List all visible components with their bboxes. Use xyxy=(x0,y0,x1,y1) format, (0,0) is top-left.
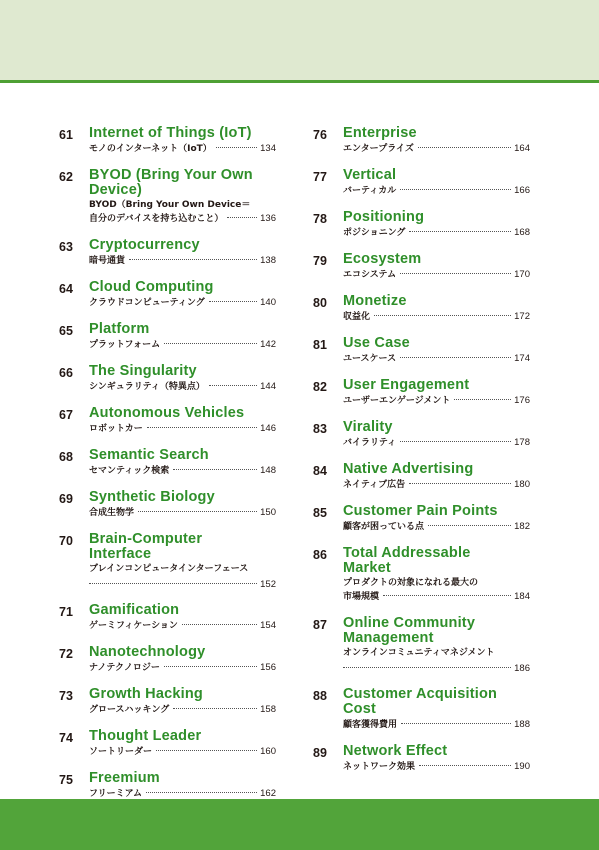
dot-leader xyxy=(209,385,257,386)
toc-entry[interactable] xyxy=(313,336,530,366)
page-number: 184 xyxy=(514,591,530,602)
entry-subtitle: モノのインターネット（IoT） xyxy=(89,144,212,154)
entry-subtitle: クラウドコンピューティング xyxy=(89,298,205,308)
entry-subtitle-row xyxy=(343,268,530,282)
dot-leader xyxy=(89,583,257,584)
entry-title: Monetize xyxy=(343,293,407,309)
toc-entry[interactable] xyxy=(313,294,530,324)
toc-entry[interactable] xyxy=(59,603,276,633)
page-number: 168 xyxy=(514,227,530,238)
page-number: 158 xyxy=(260,704,276,715)
header-band xyxy=(0,0,599,83)
entry-subtitle-row xyxy=(89,338,276,352)
entry-subtitle: ユースケース xyxy=(343,354,397,364)
page-number: 178 xyxy=(514,437,530,448)
entry-subtitle: 市場規模 xyxy=(343,592,380,602)
dot-leader xyxy=(216,147,257,148)
toc-entry[interactable] xyxy=(59,322,276,352)
entry-title: BYOD (Bring Your Own xyxy=(89,167,253,183)
dot-leader xyxy=(400,441,511,442)
entry-subtitle: ネットワーク効果 xyxy=(343,762,416,772)
entry-subtitle-row xyxy=(343,647,530,660)
entry-title: Positioning xyxy=(343,209,425,225)
entry-title: Growth Hacking xyxy=(89,686,203,702)
entry-number: 75 xyxy=(59,773,73,787)
entry-subtitle-row xyxy=(343,142,530,156)
entry-subtitle-row xyxy=(343,577,530,590)
toc-entry[interactable] xyxy=(59,532,276,591)
entry-subtitle: 合成生物学 xyxy=(89,508,135,518)
toc-entry[interactable] xyxy=(59,645,276,675)
entry-subtitle: ネイティブ広告 xyxy=(343,480,406,490)
entry-title: Thought Leader xyxy=(89,728,202,744)
toc-entry[interactable] xyxy=(313,168,530,198)
entry-subtitle-row xyxy=(343,436,530,450)
entry-subtitle-row xyxy=(89,745,276,759)
page-number: 144 xyxy=(260,381,276,392)
entry-subtitle: プラットフォーム xyxy=(89,340,161,350)
entry-title: Internet of Things (IoT) xyxy=(89,125,252,141)
toc-entry[interactable] xyxy=(59,280,276,310)
toc-entry[interactable] xyxy=(313,252,530,282)
entry-subtitle-row xyxy=(89,661,276,675)
entry-subtitle-row xyxy=(343,352,530,366)
entry-subtitle-row xyxy=(89,422,276,436)
page-row xyxy=(343,662,530,675)
entry-number: 73 xyxy=(59,689,73,703)
entry-title: Vertical xyxy=(343,167,397,183)
page-number: 170 xyxy=(514,269,530,280)
page-number: 136 xyxy=(260,213,276,224)
dot-leader xyxy=(164,666,257,667)
entry-title: User Engagement xyxy=(343,377,470,393)
entry-title: Online Community xyxy=(343,615,476,631)
page-number: 182 xyxy=(514,521,530,532)
dot-leader xyxy=(146,792,257,793)
entry-title: Total Addressable xyxy=(343,545,471,561)
toc-entry[interactable] xyxy=(59,406,276,436)
dot-leader xyxy=(343,667,511,668)
entry-subtitle-row xyxy=(343,226,530,240)
entry-title: Interface xyxy=(89,546,152,562)
entry-title: Cost xyxy=(343,701,377,717)
entry-subtitle-row xyxy=(89,380,276,394)
entry-number: 87 xyxy=(313,618,327,632)
entry-number: 85 xyxy=(313,506,327,520)
entry-subtitle-row xyxy=(89,296,276,310)
entry-subtitle: 顧客獲得費用 xyxy=(343,720,398,730)
entry-number: 80 xyxy=(313,296,327,310)
dot-leader xyxy=(400,357,511,358)
dot-leader xyxy=(401,723,511,724)
dot-leader xyxy=(173,469,257,470)
entry-title: Device) xyxy=(89,182,142,198)
entry-subtitle-row xyxy=(89,212,276,226)
toc-column-left xyxy=(59,126,276,813)
entry-subtitle: ブレインコンピュータインターフェース xyxy=(89,564,249,574)
dot-leader xyxy=(400,189,511,190)
dot-leader xyxy=(138,511,257,512)
entry-number: 78 xyxy=(313,212,327,226)
entry-subtitle: オンラインコミュニティマネジメント xyxy=(343,648,495,658)
toc-entry[interactable] xyxy=(59,771,276,801)
entry-title: Virality xyxy=(343,419,393,435)
dot-leader xyxy=(419,765,511,766)
entry-subtitle: ゲーミフィケーション xyxy=(89,621,178,631)
entry-subtitle-row xyxy=(89,506,276,520)
entry-subtitle-row xyxy=(89,142,276,156)
entry-subtitle: セマンティック検索 xyxy=(89,466,170,476)
toc-entry[interactable] xyxy=(59,448,276,478)
entry-subtitle-row xyxy=(343,310,530,324)
entry-subtitle-row xyxy=(89,464,276,478)
dot-leader xyxy=(156,750,257,751)
toc-entry[interactable] xyxy=(313,687,530,732)
toc-entry[interactable] xyxy=(59,729,276,759)
page-number: 134 xyxy=(260,143,276,154)
entry-number: 83 xyxy=(313,422,327,436)
entry-subtitle: ポジショニング xyxy=(343,228,406,238)
entry-subtitle: BYOD（Bring Your Own Device＝ xyxy=(89,200,251,210)
entry-subtitle: 暗号通貨 xyxy=(89,256,126,266)
entry-subtitle: ロボットカー xyxy=(89,424,143,434)
dot-leader xyxy=(383,595,511,596)
entry-number: 64 xyxy=(59,282,73,296)
entry-subtitle-row xyxy=(343,478,530,492)
dot-leader xyxy=(418,147,511,148)
toc-entry[interactable] xyxy=(59,168,276,226)
entry-number: 89 xyxy=(313,746,327,760)
toc-entry[interactable] xyxy=(59,364,276,394)
toc-entry[interactable] xyxy=(313,504,530,534)
dot-leader xyxy=(164,343,257,344)
entry-subtitle: プロダクトの対象になれる最大の xyxy=(343,578,479,588)
entry-title: Market xyxy=(343,560,391,576)
page-number: 156 xyxy=(260,662,276,673)
entry-subtitle: ナノテクノロジー xyxy=(89,663,160,673)
entry-title: Customer Pain Points xyxy=(343,503,498,519)
entry-subtitle: エコシステム xyxy=(343,270,397,280)
page-number: 172 xyxy=(514,311,530,322)
entry-subtitle-row xyxy=(89,254,276,268)
entry-subtitle: フリーミアム xyxy=(89,789,143,799)
entry-number: 70 xyxy=(59,534,73,548)
entry-title: Enterprise xyxy=(343,125,417,141)
dot-leader xyxy=(374,315,511,316)
entry-title: Gamification xyxy=(89,602,180,618)
entry-subtitle-row xyxy=(89,199,276,212)
entry-subtitle: 顧客が困っている点 xyxy=(343,522,425,532)
entry-subtitle-row xyxy=(343,590,530,604)
entry-number: 65 xyxy=(59,324,73,338)
entry-number: 72 xyxy=(59,647,73,661)
entry-number: 71 xyxy=(59,605,73,619)
entry-title: Cloud Computing xyxy=(89,279,214,295)
entry-subtitle: 自分のデバイスを持ち込むこと） xyxy=(89,214,224,224)
entry-title: Network Effect xyxy=(343,743,448,759)
dot-leader xyxy=(129,259,257,260)
entry-number: 76 xyxy=(313,128,327,142)
entry-subtitle: ユーザーエンゲージメント xyxy=(343,396,451,406)
page-number: 146 xyxy=(260,423,276,434)
entry-subtitle: シンギュラリティ（特異点） xyxy=(89,382,205,392)
page-number: 186 xyxy=(514,663,530,674)
toc-entry[interactable] xyxy=(59,238,276,268)
entry-title: Native Advertising xyxy=(343,461,474,477)
entry-subtitle-row xyxy=(343,520,530,534)
dot-leader xyxy=(227,217,257,218)
entry-number: 67 xyxy=(59,408,73,422)
entry-subtitle: バーティカル xyxy=(343,186,397,196)
entry-number: 63 xyxy=(59,240,73,254)
entry-number: 81 xyxy=(313,338,327,352)
toc-entry[interactable] xyxy=(59,126,276,156)
entry-number: 79 xyxy=(313,254,327,268)
entry-title: Ecosystem xyxy=(343,251,422,267)
page-number: 138 xyxy=(260,255,276,266)
entry-subtitle: グロースハッキング xyxy=(89,705,170,715)
toc-entry[interactable] xyxy=(313,378,530,408)
entry-number: 86 xyxy=(313,548,327,562)
page-number: 142 xyxy=(260,339,276,350)
footer-band xyxy=(0,799,599,850)
entry-subtitle: バイラリティ xyxy=(343,438,397,448)
entry-number: 61 xyxy=(59,128,73,142)
page-number: 166 xyxy=(514,185,530,196)
entry-title: Nanotechnology xyxy=(89,644,206,660)
dot-leader xyxy=(400,273,511,274)
page-number: 154 xyxy=(260,620,276,631)
toc-entry[interactable] xyxy=(313,126,530,156)
entry-number: 66 xyxy=(59,366,73,380)
page-number: 190 xyxy=(514,761,530,772)
toc-entry[interactable] xyxy=(313,420,530,450)
entry-title: Use Case xyxy=(343,335,410,351)
entry-subtitle-row xyxy=(343,394,530,408)
entry-number: 84 xyxy=(313,464,327,478)
dot-leader xyxy=(147,427,257,428)
toc-entry[interactable] xyxy=(313,210,530,240)
dot-leader xyxy=(173,708,257,709)
entry-title: Management xyxy=(343,630,434,646)
dot-leader xyxy=(409,231,511,232)
entry-subtitle-row xyxy=(89,703,276,717)
page-number: 148 xyxy=(260,465,276,476)
dot-leader xyxy=(409,483,511,484)
toc-entry[interactable] xyxy=(59,687,276,717)
toc-entry[interactable] xyxy=(313,546,530,604)
entry-title: Brain-Computer xyxy=(89,531,203,547)
toc-entry[interactable] xyxy=(313,744,530,774)
entry-number: 88 xyxy=(313,689,327,703)
page-row xyxy=(89,578,276,591)
entry-subtitle-row xyxy=(89,563,276,576)
entry-subtitle: ソートリーダー xyxy=(89,747,153,757)
entry-number: 74 xyxy=(59,731,73,745)
entry-title: Cryptocurrency xyxy=(89,237,200,253)
page-number: 162 xyxy=(260,788,276,799)
entry-number: 82 xyxy=(313,380,327,394)
dot-leader xyxy=(428,525,511,526)
toc-entry[interactable] xyxy=(59,490,276,520)
toc-column-right xyxy=(313,126,530,786)
dot-leader xyxy=(182,624,257,625)
entry-title: Customer Acquisition xyxy=(343,686,498,702)
page-number: 140 xyxy=(260,297,276,308)
dot-leader xyxy=(209,301,257,302)
entry-subtitle-row xyxy=(89,619,276,633)
toc-entry[interactable] xyxy=(313,462,530,492)
entry-number: 77 xyxy=(313,170,327,184)
page-number: 188 xyxy=(514,719,530,730)
entry-number: 68 xyxy=(59,450,73,464)
page-number: 160 xyxy=(260,746,276,757)
entry-title: Semantic Search xyxy=(89,447,209,463)
entry-title: Autonomous Vehicles xyxy=(89,405,245,421)
entry-title: Freemium xyxy=(89,770,160,786)
entry-subtitle-row xyxy=(343,760,530,774)
entry-title: Synthetic Biology xyxy=(89,489,215,505)
page-number: 164 xyxy=(514,143,530,154)
entry-title: The Singularity xyxy=(89,363,197,379)
page-number: 174 xyxy=(514,353,530,364)
entry-subtitle: 収益化 xyxy=(343,312,371,322)
entry-title: Platform xyxy=(89,321,150,337)
page-number: 150 xyxy=(260,507,276,518)
entry-subtitle-row xyxy=(343,718,530,732)
entry-number: 62 xyxy=(59,170,73,184)
toc-entry[interactable] xyxy=(313,616,530,675)
entry-number: 69 xyxy=(59,492,73,506)
page-number: 180 xyxy=(514,479,530,490)
page-number: 152 xyxy=(260,579,276,590)
page-number: 176 xyxy=(514,395,530,406)
dot-leader xyxy=(454,399,511,400)
entry-subtitle-row xyxy=(343,184,530,198)
entry-subtitle: エンタープライズ xyxy=(343,144,414,154)
